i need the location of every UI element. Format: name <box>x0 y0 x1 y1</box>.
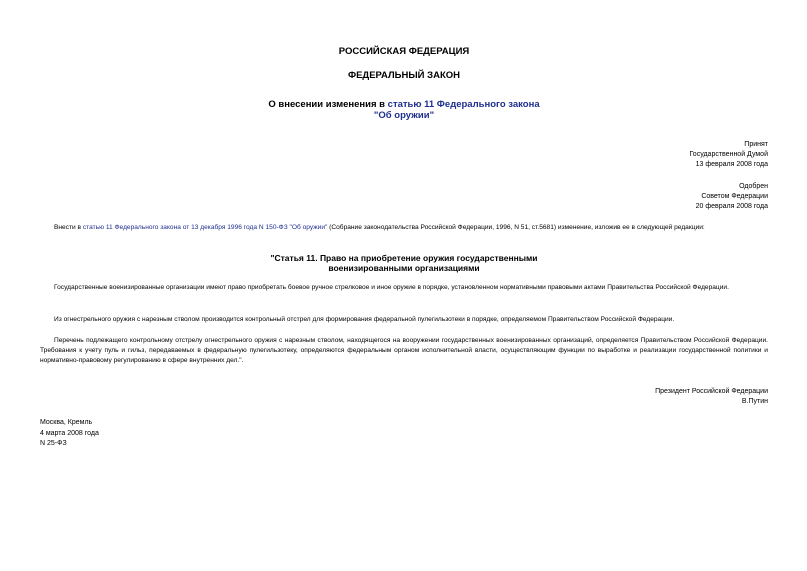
law-type-heading: ФЕДЕРАЛЬНЫЙ ЗАКОН <box>347 70 460 81</box>
document-title <box>40 99 768 121</box>
title-prefix: О внесении изменения в <box>268 99 388 110</box>
article-title-line2: военизированными организациями <box>328 263 480 273</box>
intro-after: (Собрание законодательства Российской Федерации, 1996, N 51, ст.5681) изменение, изложив ее в следующей редакции: <box>327 224 705 231</box>
signature-position: Президент Российской Федерации <box>655 388 768 395</box>
article-title-line1: "Статья 11. Право на приобретение оружия государственными <box>270 253 538 263</box>
approved-date: 20 февраля 2008 года <box>695 203 768 210</box>
approved-body: Советом Федерации <box>701 193 768 200</box>
title-link-law-name[interactable]: "Об оружии" <box>373 110 435 121</box>
adopted-label: Принят <box>744 141 768 148</box>
signature-name: В.Путин <box>741 398 768 405</box>
country-heading: РОССИЙСКАЯ ФЕДЕРАЦИЯ <box>338 46 470 57</box>
adopted-block <box>689 140 768 170</box>
place-date-block <box>40 418 99 450</box>
place-city: Москва, Кремль <box>40 419 93 426</box>
signature-block <box>655 387 768 407</box>
article-title <box>40 253 768 273</box>
intro-law-link[interactable]: статью 11 Федерального закона от 13 декабря 1996 года N 150-ФЗ "Об оружии" <box>82 224 328 231</box>
title-link-article[interactable]: статью 11 Федерального закона <box>387 99 540 110</box>
intro-paragraph <box>40 223 768 232</box>
article-paragraph-2: Из огнестрельного оружия с нарезным стволом производится контрольный отстрел для формирования федеральной пулегильзотеки в порядке, определяемом Правительством Российской Федерации. <box>54 316 675 323</box>
law-number: N 25-ФЗ <box>40 440 67 447</box>
adopted-body: Государственной Думой <box>689 151 768 158</box>
article-paragraph-1: Государственные военизированные организации имеют право приобретать боевое ручное стрелковое и иное оружие в порядке, установленном нормативными правовыми актами Правительства Российской Федерации. <box>54 284 729 291</box>
approved-label: Одобрен <box>739 183 768 190</box>
place-date: 4 марта 2008 года <box>40 429 99 437</box>
intro-before: Внести в <box>54 224 83 231</box>
article-paragraph-3: Перечень подлежащего контрольному отстрелу огнестрельного оружия с нарезным стволом, находящегося на вооружении государственных военизированных организаций, определяется Правительством Российской Федерации. Требования к учету пуль и гильз, передаваемых в федеральную пулегильзотеку, определяются федеральным органом исполнительной власти, осуществляющим функции по выработке и реализации государственной политики и нормативно-правовому регулированию в сфере внутренних дел.". <box>40 337 768 364</box>
adopted-date: 13 февраля 2008 года <box>695 161 768 168</box>
approved-block <box>696 182 768 212</box>
